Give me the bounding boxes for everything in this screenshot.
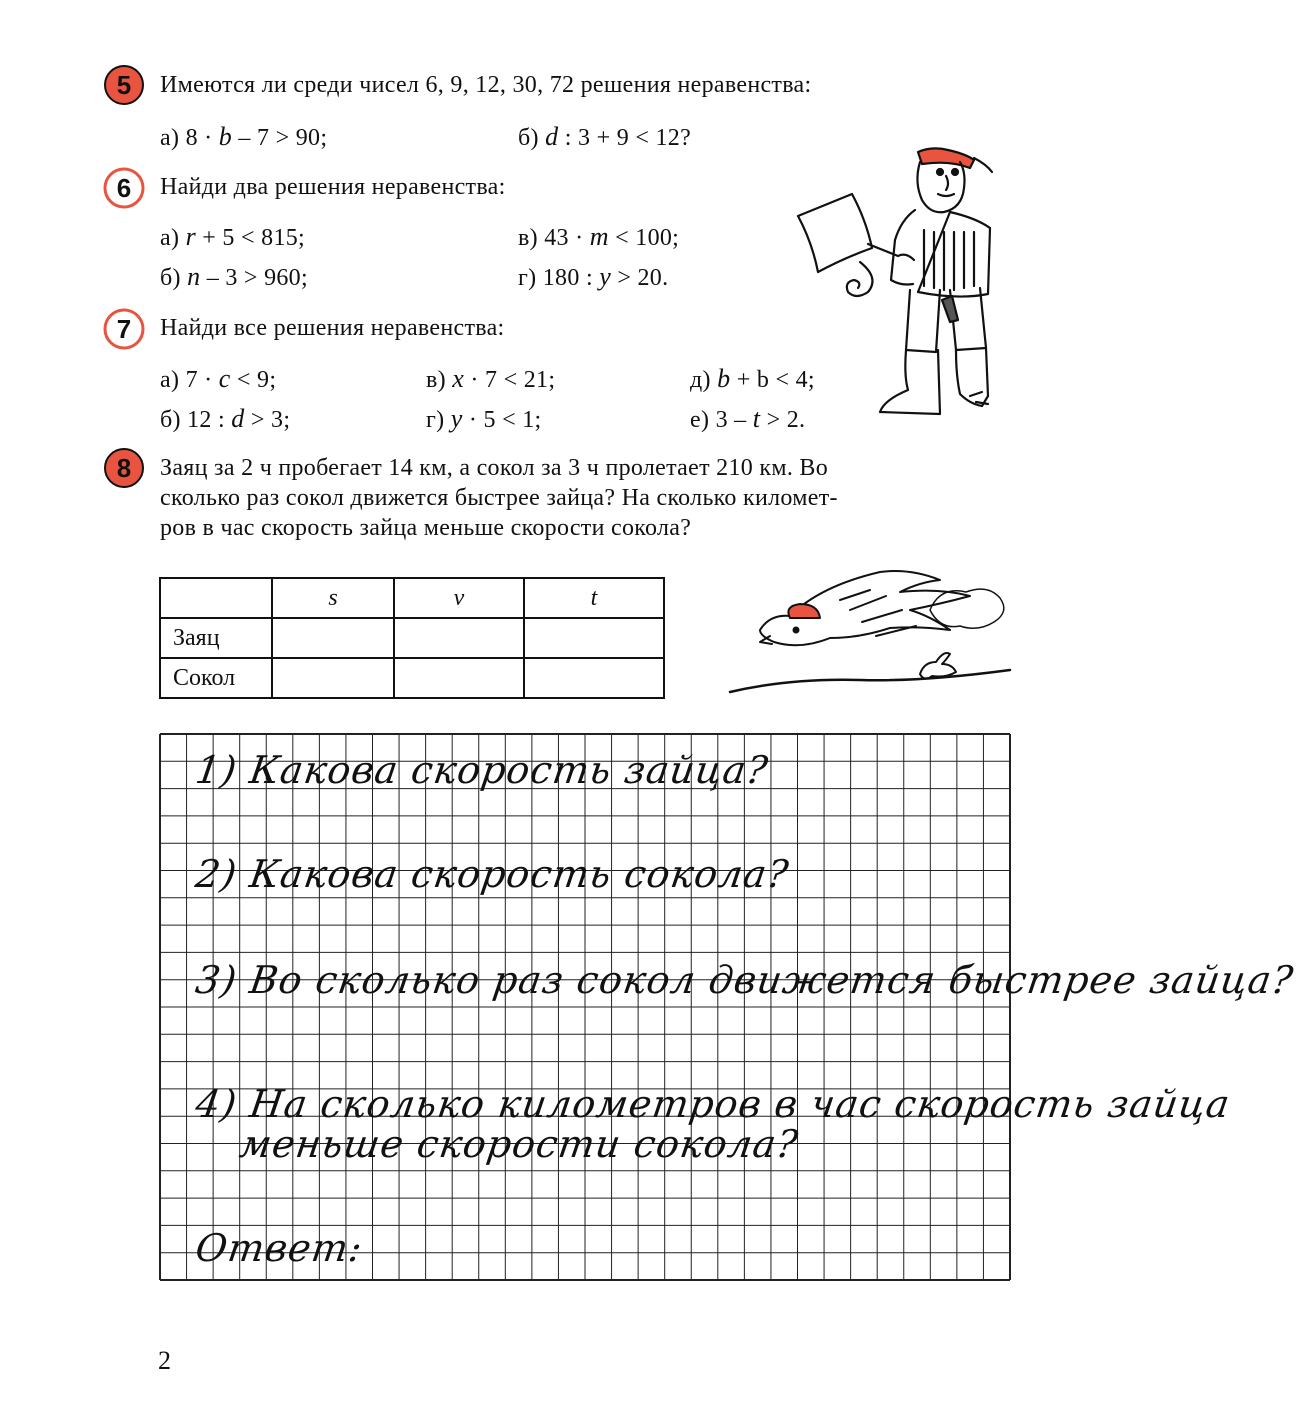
task-5-badge bbox=[103, 64, 145, 106]
table-cell[interactable] bbox=[524, 658, 664, 698]
task-7-item-b: б) 12 : d > 3; bbox=[160, 404, 291, 433]
table-row-label: Сокол bbox=[160, 658, 272, 698]
table-cell[interactable] bbox=[272, 618, 394, 658]
table-header-v: v bbox=[394, 578, 524, 618]
table-cell[interactable] bbox=[394, 658, 524, 698]
handwriting-line-4: 4) На сколько километров в час скорость зайца bbox=[192, 1082, 1234, 1126]
task-7-item-v: в) x · 7 < 21; bbox=[426, 364, 556, 393]
task-6-item-b: б) n – 3 > 960; bbox=[160, 262, 308, 291]
task-6-item-a: а) r + 5 < 815; bbox=[160, 222, 306, 251]
table-cell[interactable] bbox=[272, 658, 394, 698]
task-8-line-1: Заяц за 2 ч пробегает 14 км, а сокол за 3 ч пролетает 210 км. Во bbox=[160, 455, 829, 481]
answer-grid bbox=[160, 734, 1010, 1280]
handwriting-line-3: 3) Во сколько раз сокол движется быстрее зайца? bbox=[192, 958, 1296, 1002]
table-header-s: s bbox=[272, 578, 394, 618]
task-8-line-3: ров в час скорость зайца меньше скорости сокола? bbox=[160, 515, 692, 541]
handwriting-line-1: 1) Какова скорость зайца? bbox=[192, 748, 772, 792]
task-6-prompt: Найди два решения неравенства: bbox=[160, 174, 506, 200]
page-number: 2 bbox=[158, 1346, 171, 1375]
handwriting-line-2: 2) Какова скорость сокола? bbox=[192, 852, 792, 896]
task-7-item-g: г) y · 5 < 1; bbox=[426, 404, 542, 433]
task-6-item-g: г) 180 : y > 20. bbox=[518, 262, 669, 291]
task-7-prompt: Найди все решения неравенства: bbox=[160, 315, 505, 341]
task-7-item-e: е) 3 – t > 2. bbox=[690, 404, 806, 433]
svg-text:7: 7 bbox=[116, 314, 132, 344]
task-8-badge bbox=[103, 447, 145, 489]
table-row bbox=[160, 618, 664, 658]
svg-text:8: 8 bbox=[116, 453, 132, 483]
table-header-t: t bbox=[524, 578, 664, 618]
table-header-empty bbox=[160, 578, 272, 618]
table-cell[interactable] bbox=[524, 618, 664, 658]
task-5-item-a: а) 8 · b – 7 > 90; bbox=[160, 122, 328, 151]
table-row bbox=[160, 658, 664, 698]
table-header-row bbox=[160, 578, 664, 618]
table-row-label: Заяц bbox=[160, 618, 272, 658]
task-5-item-b: б) d : 3 + 9 < 12? bbox=[518, 122, 692, 151]
handwriting-answer: Ответ: bbox=[192, 1226, 366, 1270]
task-7-badge bbox=[103, 308, 145, 350]
task-8-line-2: сколько раз сокол движется быстрее зайца? На сколько километ- bbox=[160, 485, 838, 511]
task-6-item-v: в) 43 · m < 100; bbox=[518, 222, 680, 251]
table-cell[interactable] bbox=[394, 618, 524, 658]
task-7-item-a: а) 7 · c < 9; bbox=[160, 364, 277, 393]
speed-table bbox=[159, 577, 665, 699]
task-7-item-d: д) b + b < 4; bbox=[690, 364, 815, 393]
svg-text:5: 5 bbox=[116, 70, 132, 100]
task-6-badge bbox=[103, 167, 145, 209]
svg-text:6: 6 bbox=[116, 173, 132, 203]
task-5-prompt: Имеются ли среди чисел 6, 9, 12, 30, 72 решения неравенства: bbox=[160, 72, 812, 98]
handwriting-line-5: меньше скорости сокола? bbox=[236, 1122, 802, 1166]
falcon-hare-illustration bbox=[730, 570, 1010, 700]
pirate-illustration bbox=[790, 140, 1005, 430]
